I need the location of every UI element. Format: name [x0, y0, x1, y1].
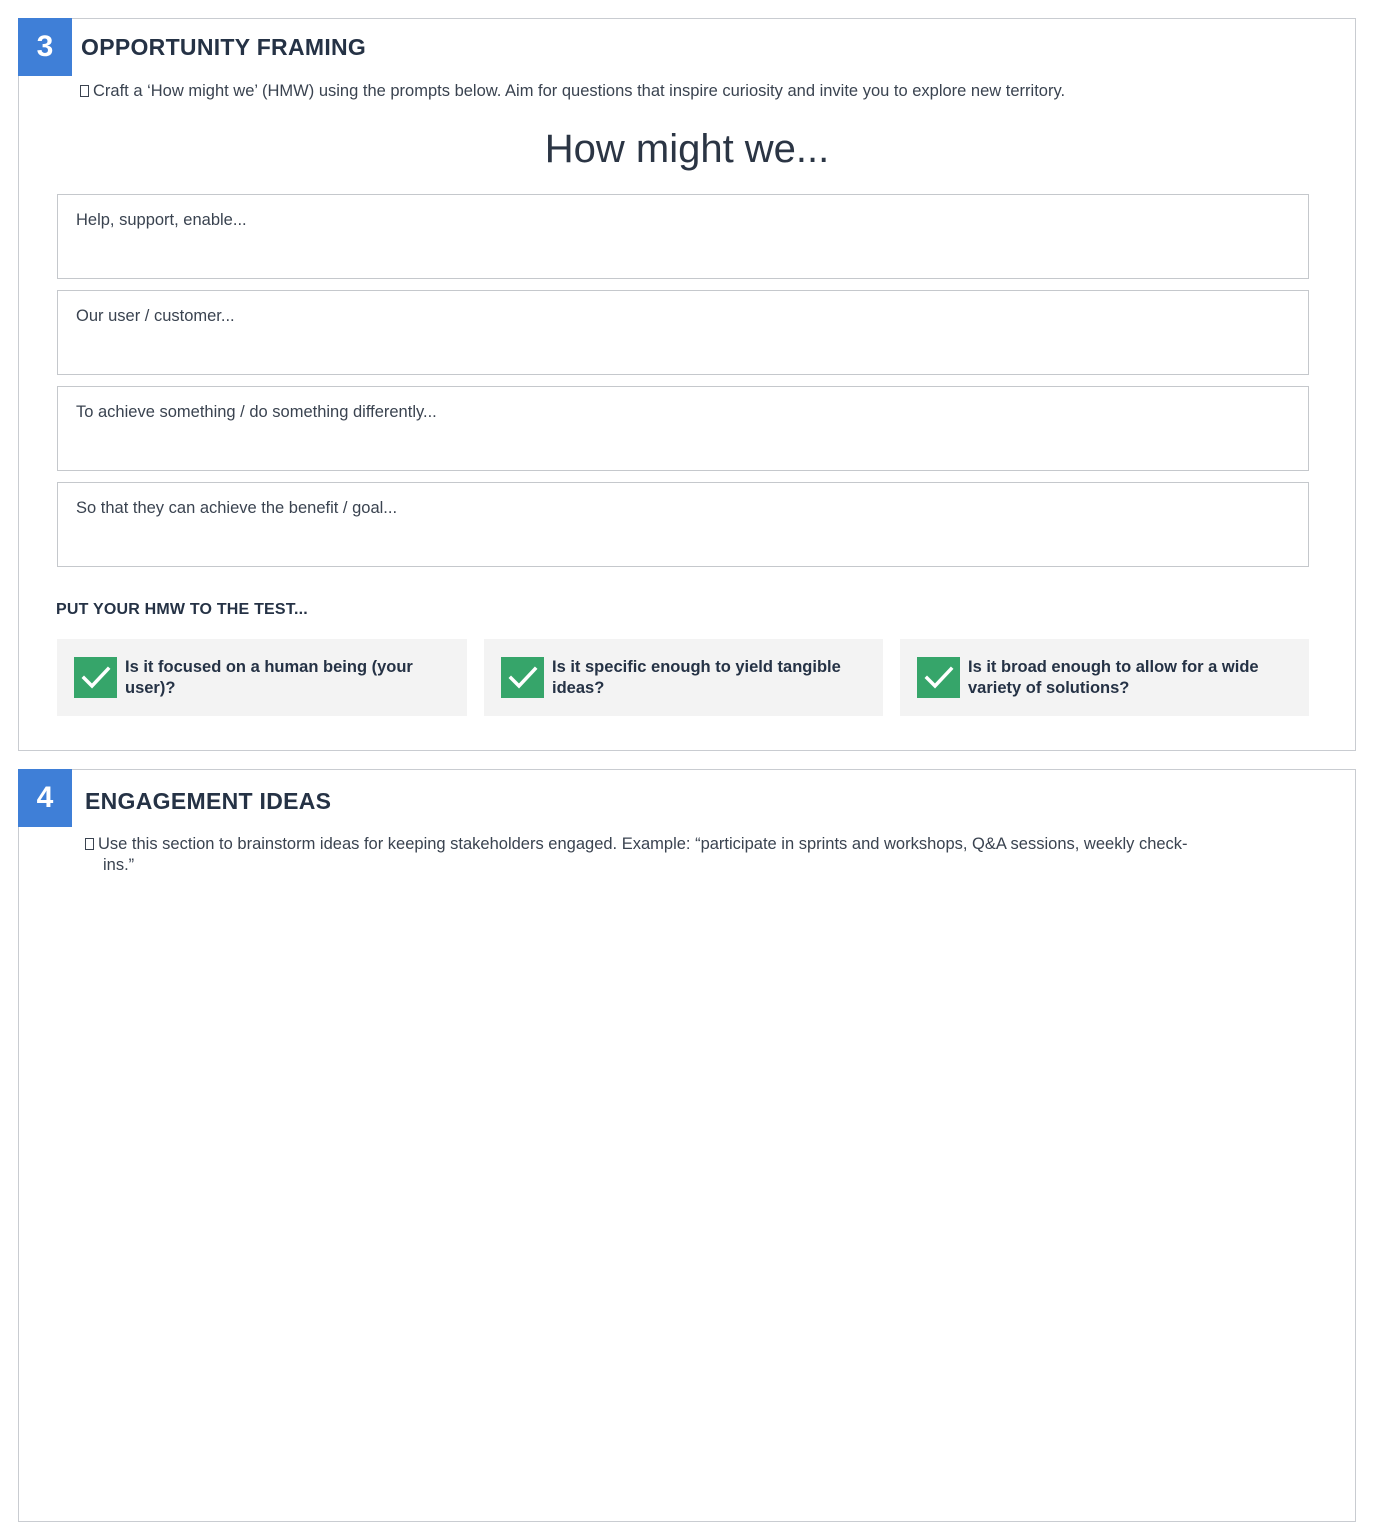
- bullet-icon: [80, 85, 89, 97]
- prompt-achieve-something[interactable]: [57, 386, 1309, 471]
- prompt-benefit-goal[interactable]: [57, 482, 1309, 567]
- prompt-help-support-enable[interactable]: [57, 194, 1309, 279]
- test-card-text: Is it focused on a human being (your user)?: [125, 657, 413, 697]
- test-heading: PUT YOUR HMW TO THE TEST...: [56, 601, 308, 618]
- checkmark-icon: [917, 657, 960, 698]
- section-title: OPPORTUNITY FRAMING: [81, 34, 367, 60]
- opportunity-framing-section: [18, 18, 1356, 751]
- bullet-icon: [85, 838, 94, 850]
- test-card-text: Is it specific enough to yield tangible ideas?: [552, 657, 841, 697]
- instruction-text: Craft a ‘How might we’ (HMW) using the prompts below. Aim for questions that inspire curiosity and invite you to explore new territory.: [93, 82, 1066, 100]
- test-card-human-focused: [57, 639, 467, 716]
- checkmark-icon: [501, 657, 544, 698]
- section-number-badge: 4: [18, 769, 72, 827]
- engagement-ideas-section[interactable]: [18, 769, 1356, 1522]
- test-card-specific-enough: [484, 639, 883, 716]
- checkmark-icon: [74, 657, 117, 698]
- section-number-badge: 3: [18, 18, 72, 76]
- test-card-broad-enough: [900, 639, 1309, 716]
- section-instruction: [85, 834, 1203, 876]
- section-title: ENGAGEMENT IDEAS: [85, 788, 332, 814]
- prompt-user-customer[interactable]: [57, 290, 1309, 375]
- instruction-text: Use this section to brainstorm ideas for keeping stakeholders engaged. Example: “participate in sprints and workshops, Q&A sessions, weekly check-ins.”: [98, 835, 1188, 874]
- test-card-text: Is it broad enough to allow for a wide variety of solutions?: [968, 657, 1259, 697]
- hmw-heading: How might we...: [544, 127, 830, 171]
- section-instruction: [80, 81, 1065, 102]
